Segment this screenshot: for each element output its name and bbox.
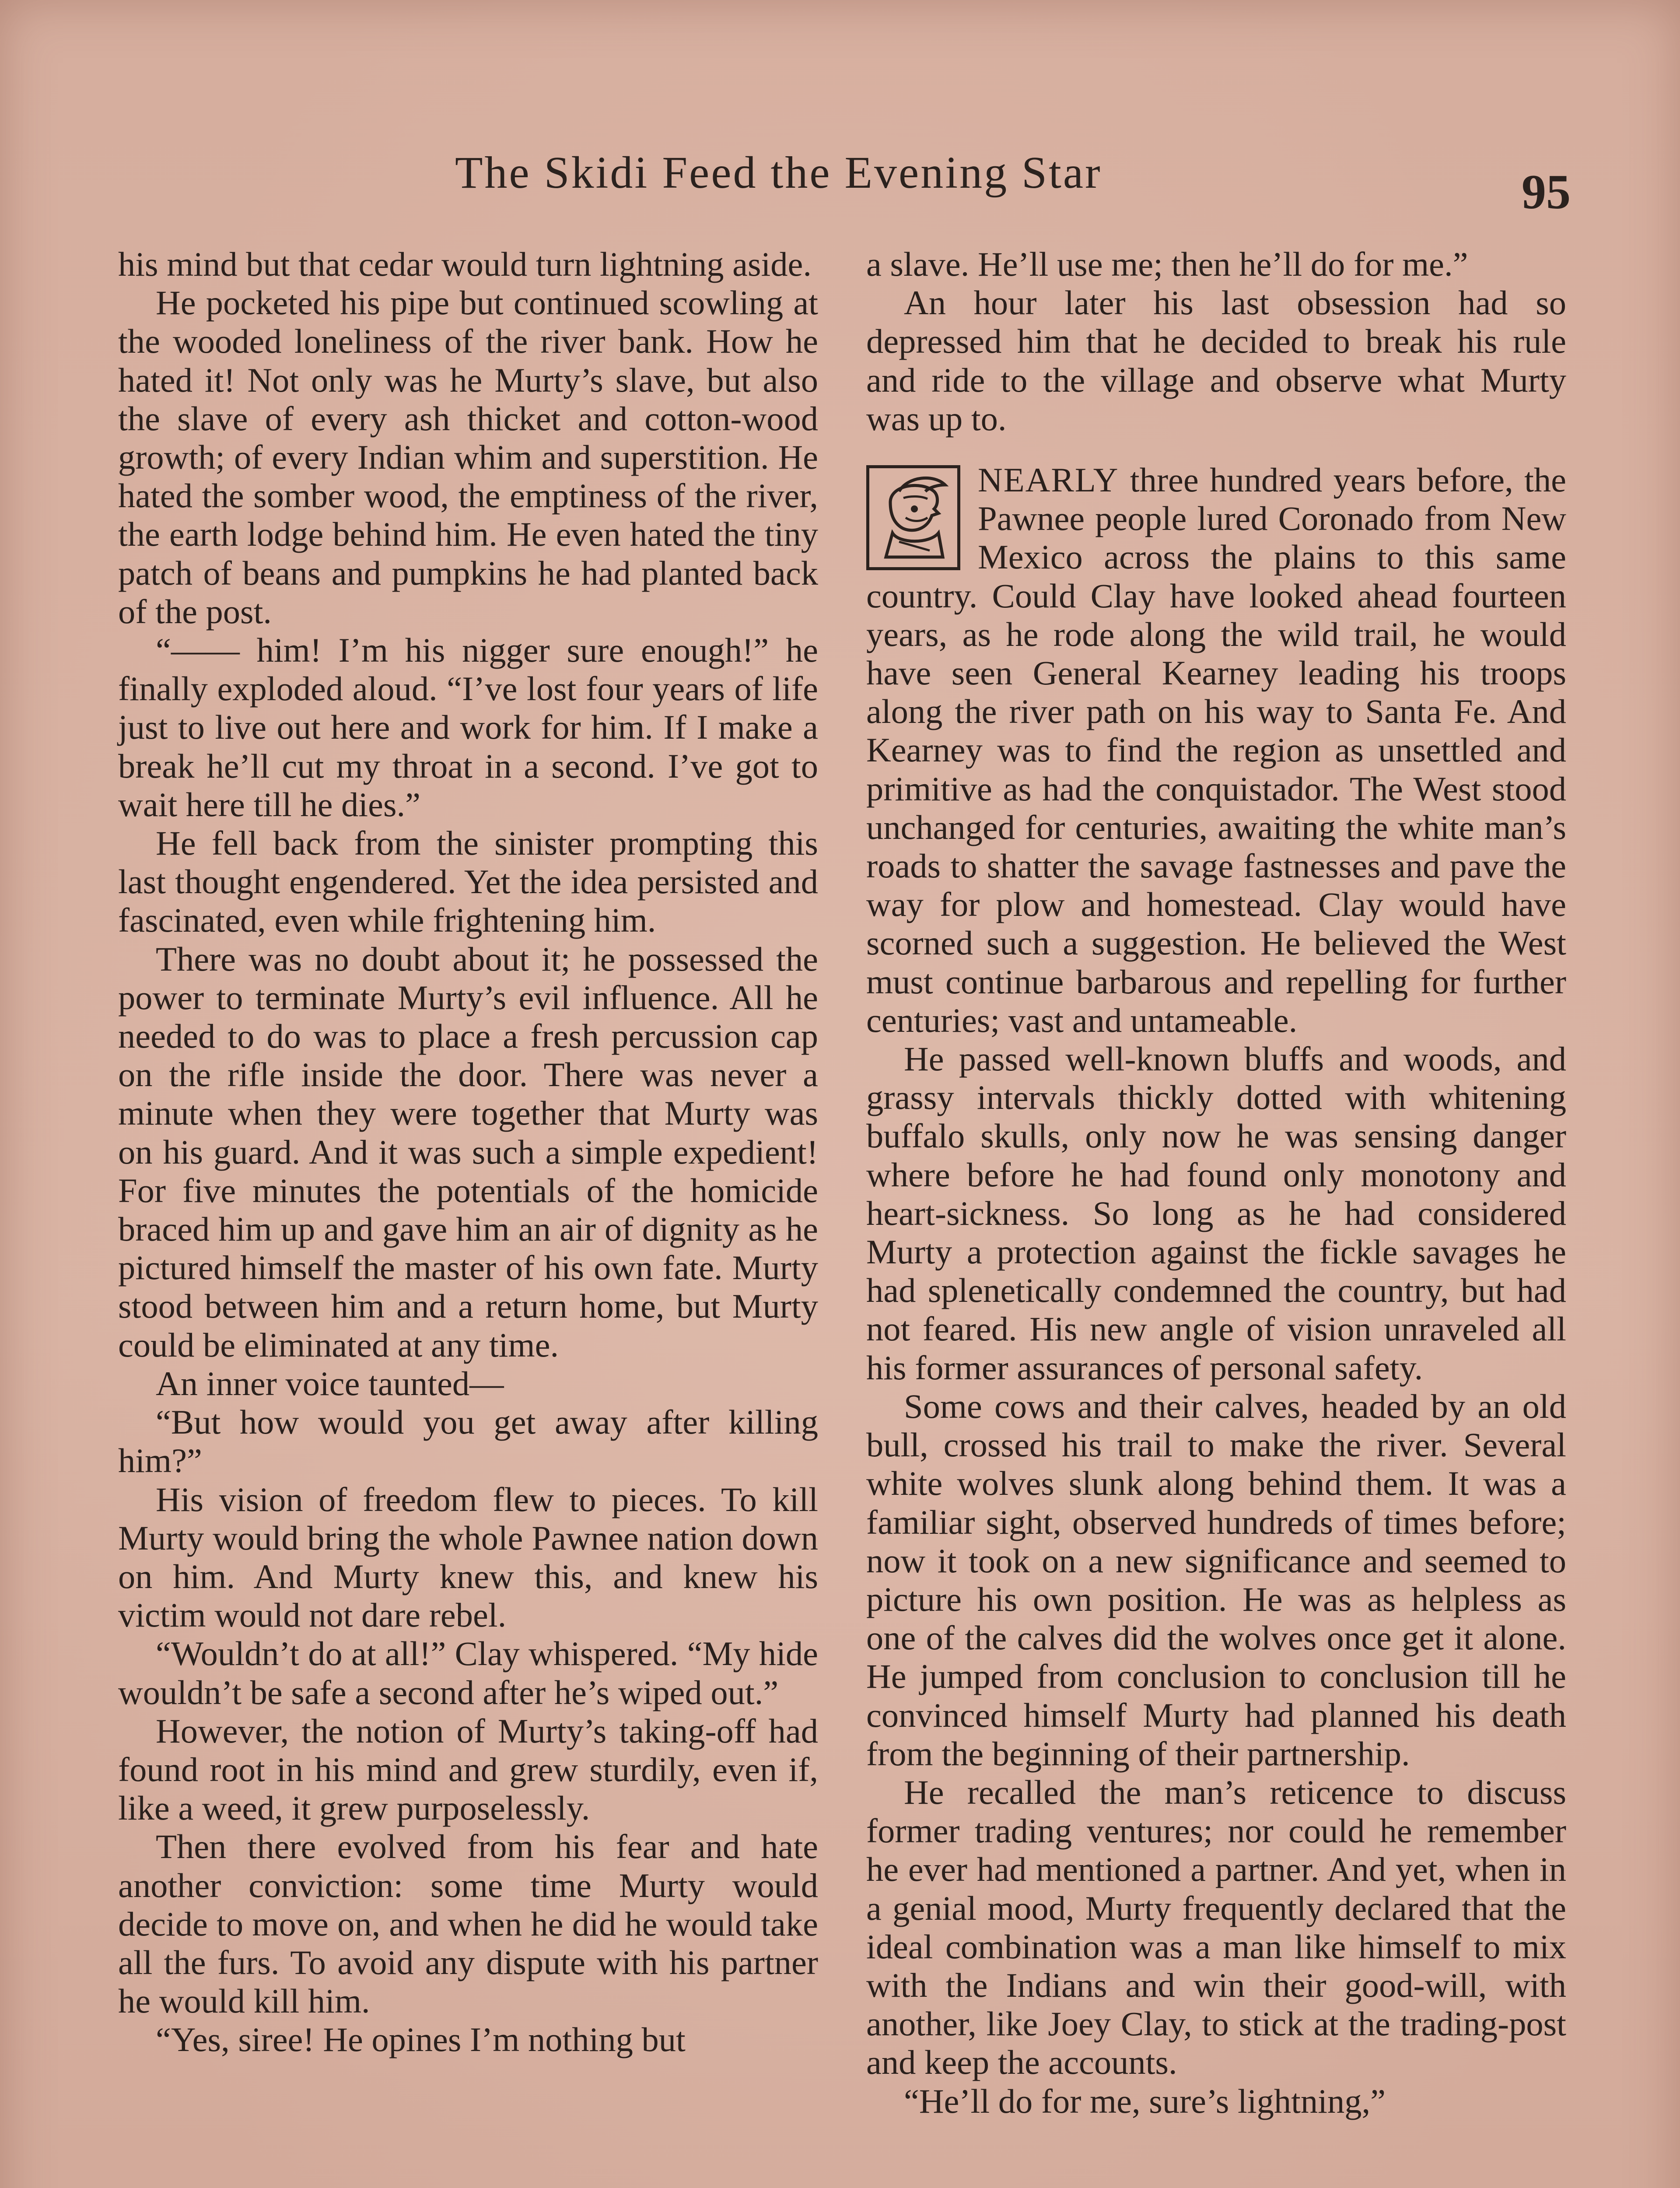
paragraph: He fell back from the sinister prompting this last thought engendered. Yet the idea persisted and fascinated, even while frightening him. — [118, 824, 818, 940]
paragraph: He passed well-known bluffs and woods, and grassy intervals thickly dotted with whitening buffalo skulls, only now he was sensing danger where before he had found only monotony and heart-sickness. So long as he had considered Murty a protection against the fickle savages he had splenetically condemned the country, but had not feared. His new angle of vision unraveled all his former assurances of personal safety. — [866, 1040, 1566, 1387]
paragraph: “—— him! I’m his nigger sure enough!” he finally exploded aloud. “I’ve lost four years of life just to live out here and work for him. If I make a break he’ll cut my throat in a second. I’ve got to wait here till he dies.” — [118, 631, 818, 824]
paragraph: An inner voice taunted— — [156, 1364, 504, 1403]
paragraph: “But how would you get away after killing him?” — [118, 1403, 818, 1480]
paragraph: His vision of freedom flew to pieces. To kill Murty would bring the whole Pawnee nation down on him. And Murty knew this, and knew his victim would not dare rebel. — [118, 1480, 818, 1634]
paragraph: An hour later his last obsession had so depressed him that he decided to break his rule and ride to the village and observe what Murty was up to. — [866, 284, 1566, 438]
paragraph: He pocketed his pipe but continued scowling at the wooded loneliness of the river bank. How he hated it! Not only was he Murty’s slave, but also the slave of every ash thicket and cotton-wood growth; of every Indian whim and superstition. He hated the somber wood, the emptiness of the river, the earth lodge behind him. He even hated the tiny patch of beans and pumpkins he had planted back of the post. — [118, 284, 818, 631]
section-opening-paragraph — [866, 461, 1566, 1040]
paragraph: He recalled the man’s reticence to discuss former trading ventures; nor could he remember he ever had mentioned a partner. And yet, when in a genial mood, Murty frequently declared that the ideal combination was a man like himself to mix with the Indians and win their good-will, with another, like Joey Clay, to stick at the trading-post and keep the accounts. — [866, 1773, 1566, 2082]
paragraph: Then there evolved from his fear and hate another conviction: some time Murty would decide to move on, and when he did he would take all the furs. To avoid any dispute with his partner he would kill him. — [118, 1827, 818, 2020]
paragraph: “He’ll do for me, sure’s lightning,” — [904, 2082, 1386, 2120]
section-text: three hundred years before, the Pawnee people lured Coronado from New Mexico across the plains to this same country. Could Clay have looked ahead fourteen years, as he rode along the wild trail, he would have seen General Kearney leading his troops along the river path on his way to Santa Fe. And Kearney was to find the region as unsettled and primitive as had the conquistador. The West stood unchanged for centuries, awaiting the white man’s roads to shatter the savage fastnesses and pave the way for plow and homestead. Clay would have scorned such a suggestion. He believed the West must continue barbarous and repelling for further centuries; vast and untameable. — [866, 461, 1566, 1039]
section-lead-word: NEARLY — [978, 461, 1119, 499]
decorative-dropcap-figure-icon — [866, 465, 960, 570]
paragraph: Some cows and their calves, headed by an old bull, crossed his trail to make the river. Several white wolves slunk along behind them. It was a familiar sight, observed hundreds of times before; now it took on a new significance and seemed to picture his own position. He was as helpless as one of the calves did the wolves once get it alone. He jumped from conclusion to conclusion till he convinced himself Murty had planned his death from the beginning of their partnership. — [866, 1387, 1566, 1773]
running-title: The Skidi Feed the Evening Star — [455, 147, 1102, 198]
paragraph: There was no doubt about it; he possessed the power to terminate Murty’s evil influence. All he needed to do was to place a fresh percussion cap on the rifle inside the door. There was never a minute when they were together that Murty was on his guard. And it was such a simple expedient! For five minutes the potentials of the homicide braced him up and gave him an air of dignity as he pictured himself the master of his own fate. Murty stood between him and a return home, but Murty could be eliminated at any time. — [118, 940, 818, 1364]
paragraph: “Yes, siree! He opines I’m nothing but — [156, 2020, 686, 2059]
paragraph: his mind but that cedar would turn lightning aside. — [118, 245, 812, 283]
paragraph: a slave. He’ll use me; then he’ll do for me.” — [866, 245, 1468, 283]
right-text-column — [866, 245, 1566, 2121]
paragraph: “Wouldn’t do at all!” Clay whispered. “My hide wouldn’t be safe a second after he’s wiped out.” — [118, 1634, 818, 1711]
left-text-column — [118, 245, 818, 2059]
page-number: 95 — [1522, 165, 1571, 219]
paragraph: However, the notion of Murty’s taking-off had found root in his mind and grew sturdily, even if, like a weed, it grew purposelessly. — [118, 1711, 818, 1827]
